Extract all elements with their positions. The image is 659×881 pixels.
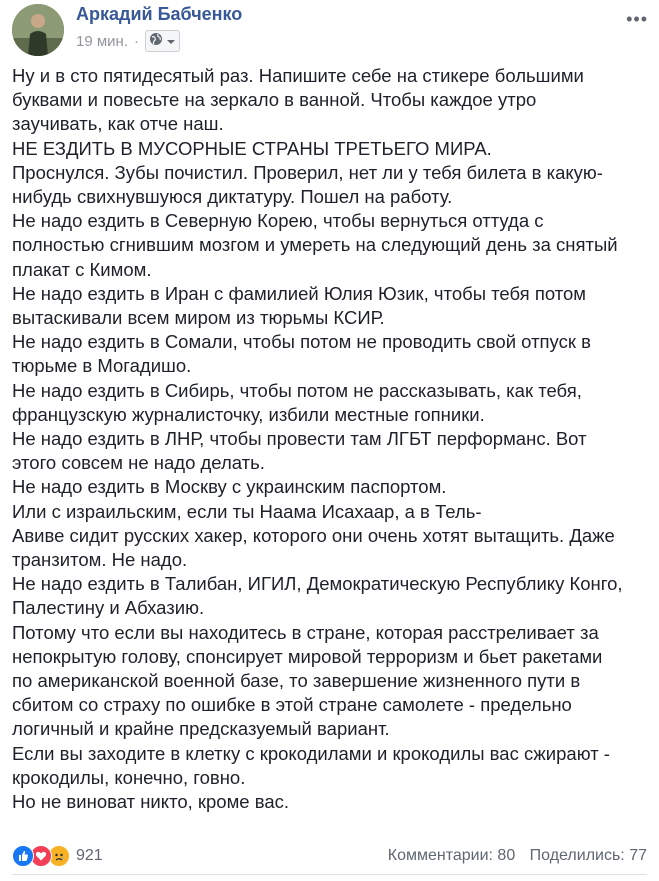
post-text-line: Или с израильским, если ты Наама Исахаар, а в Тель- [12,500,482,522]
post-text-line: заучивать, как отче наш. [12,113,224,135]
post-text-line: полностью сгнившим мозгом и умереть на следующий день за снятый [12,234,618,256]
post-text-line: этого совсем не надо делать. [12,452,265,474]
post-text-line: Если вы заходите в клетку с крокодилами и крокодилы вас сжирают - [12,742,610,764]
post-text-line: Не надо ездить в Талибан, ИГИЛ, Демократическую Республику Конго, [12,573,623,595]
post-text-line: НЕ ЕЗДИТЬ В МУСОРНЫЕ СТРАНЫ ТРЕТЬЕГО МИРА. [12,137,492,159]
chevron-down-icon [166,33,176,50]
post-text-line: буквами и повесьте на зеркало в ванной. Чтобы каждое утро [12,89,537,111]
post-stats [378,847,647,865]
post-text-line: крокодилы, конечно, говно. [12,766,246,788]
post-text-line: сбитом со страху по ошибке в этой стране самолете - предельно [12,694,572,716]
post-text-line: логичный и крайне предсказуемый вариант. [12,718,390,740]
globe-icon [149,32,163,50]
avatar[interactable] [12,4,64,56]
post-text-line: транзитом. Не надо. [12,549,188,571]
author-name[interactable]: Аркадий Бабченко [76,4,243,24]
post-text-line: Не надо ездить в ЛНР, чтобы провести там ЛГБТ перформанс. Вот [12,428,587,450]
post-text-line: Не надо ездить в Северную Корею, чтобы вернуться оттуда с [12,210,544,232]
post-text-line: Палестину и Абхазию. [12,597,205,619]
post-text [12,64,652,814]
post-timestamp[interactable]: 19 мин. [76,32,128,50]
post-footer [12,843,647,869]
privacy-selector[interactable] [145,30,180,52]
post-text-line: Не надо ездить в Сомали, чтобы потом не проводить свой отпуск в [12,331,591,353]
post-meta [76,30,180,52]
like-reaction-icon [12,845,34,867]
post-text-line: по американской военной базе, то завершение жизненного пути в [12,670,581,692]
post-text-line: Но не виноват никто, кроме вас. [12,791,290,813]
post-text-line: тюрьме в Могадишо. [12,355,192,377]
comments-count-link[interactable]: Комментарии: 80 [387,847,516,864]
post-text-line: Не надо ездить в Иран с фамилией Юлия Юзик, чтобы тебя потом [12,282,587,304]
more-options-icon[interactable]: ••• [626,9,648,29]
reactions-summary[interactable] [12,845,103,867]
post-header [12,0,652,58]
post-text-line: вытаскивали всем миром из тюрьмы КСИР. [12,307,385,329]
shares-count-link[interactable]: Поделились: 77 [529,847,647,864]
post-text-line: Проснулся. Зубы почистил. Проверил, нет ли у тебя билета в какую- [12,161,603,183]
post-text-line: непокрытую голову, спонсирует мировой терроризм и бьет ракетами [12,645,603,667]
meta-separator: · [134,32,139,50]
post-text-line: Не надо ездить в Сибирь, чтобы потом не рассказывать, как тебя, [12,379,582,401]
footer-divider [12,874,647,875]
post-text-line: Не надо ездить в Москву с украинским паспортом. [12,476,447,498]
post-text-line: Ну и в сто пятидесятый раз. Напишите себе на стикере большими [12,65,584,86]
post-text-line: нибудь свихнувшуюся диктатуру. Пошел на работу. [12,186,453,208]
post-text-line: Авиве сидит русских хакер, которого они очень хотят вытащить. Даже [12,524,615,546]
post-text-line: Потому что если вы находитесь в стране, которая расстреливает за [12,621,599,643]
post-text-line: плакат с Кимом. [12,258,152,280]
reaction-count: 921 [76,847,103,864]
post-text-line: французскую журналисточку, избили местные гопники. [12,403,485,425]
